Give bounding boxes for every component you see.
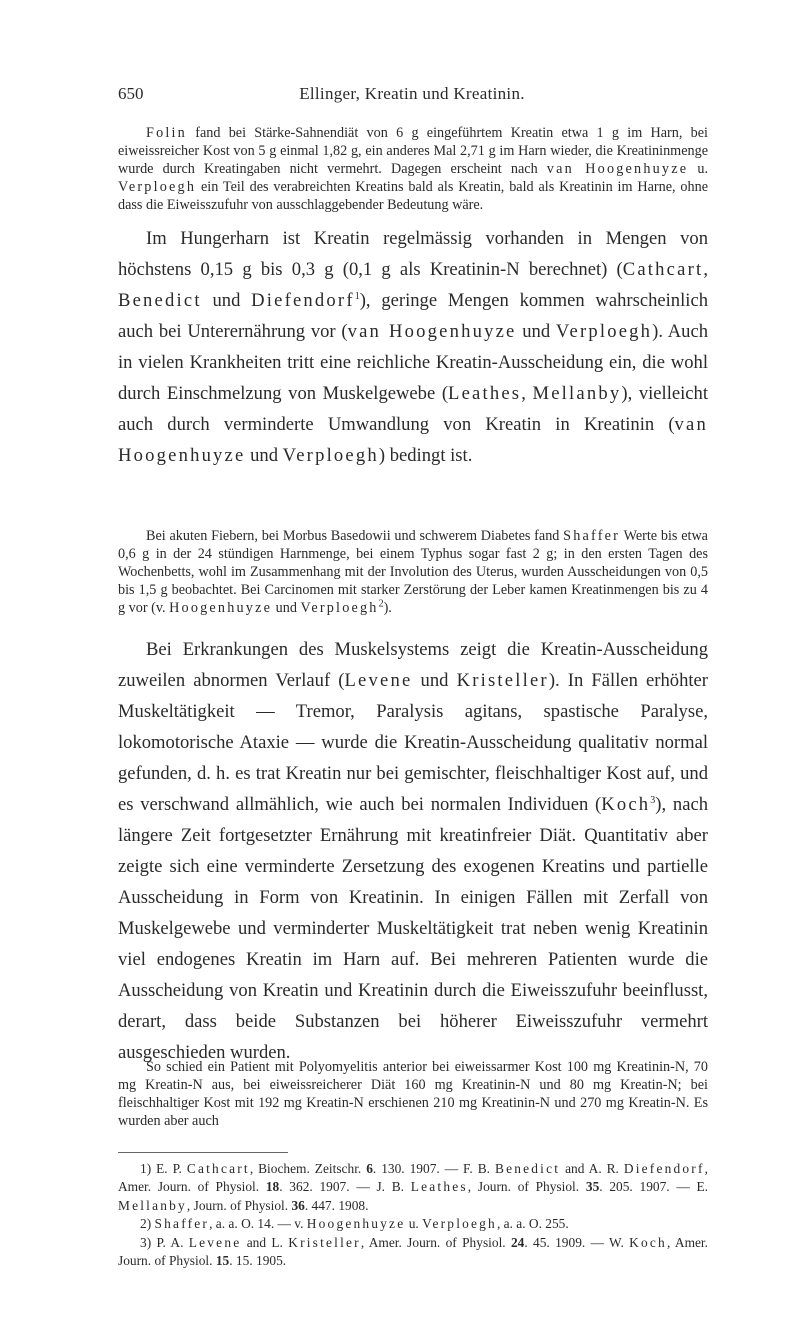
author-name: Mellanby: [532, 383, 622, 404]
author-name: van Hoogenhuyze: [118, 414, 708, 466]
running-title: Ellinger, Kreatin und Kreatinin.: [299, 84, 525, 103]
author-name: van Hoogenhuyze: [347, 321, 517, 342]
paragraph-fiebern: Bei akuten Fiebern, bei Morbus Basedowii und schwerem Diabetes fand Shaffer Werte bis etwa 0,6 g in der 24 stündigen Harnmenge, bei einem Typhus sogar fast 2 g; in den ersten Tagen des Wochenbetts, wohl im Zusammenhang mit der Involution des Uterus, wurden Ausscheidungen von 0,5 bis 1,5 g beobachtet. Bei Carcinomen mit starker Zerstörung der Leber kamen Kreatinmengen bis zu 4 g vor (v. Hoogenhuyze und Verploegh$^2$).: [118, 528, 708, 616]
author-name: van Hoogenhuyze: [546, 161, 689, 177]
author-name: Levene: [344, 670, 413, 691]
paragraph-hungerharn: Im Hungerharn ist Kreatin regelmässig vorhanden in Mengen von höchstens 0,15 g bis 0,3 g (0,1 g als Kreatinin-N berechnet) (Cathcart, Benedict und Diefendorf$^1$), geringe Mengen kommen wahrscheinlich auch bei Unterernährung vor (van Hoogenhuyze und Verploegh). Auch in vielen Krankheiten tritt eine reichliche Kreatin-Ausscheidung ein, die wohl durch Einschmelzung von Muskelgewebe (Leathes, Mellanby), vielleicht auch durch verminderte Umwandlung von Kreatin in Kreatinin (van Hoogenhuyze und Verploegh) bedingt ist.: [118, 228, 708, 466]
footnote-3: 3) P. A. Levene and L. Kristeller, Amer. Journ. of Physiol. 24. 45. 1909. — W. Koch, Amer. Journ. of Physiol. 15. 15. 1905.: [118, 1234, 708, 1269]
author-name: Shaffer: [563, 528, 621, 544]
author-name: Diefendorf: [251, 290, 355, 311]
author-name: Verploegh: [300, 600, 379, 616]
footnote-2: 2) Shaffer, a. a. O. 14. — v. Hoogenhuyze u. Verploegh, a. a. O. 255.: [140, 1216, 569, 1232]
author-name: Leathes: [448, 383, 522, 404]
paragraph-polyomyelitis: So schied ein Patient mit Polyomyelitis anterior bei eiweissarmer Kost 100 mg Kreatinin-N, 70 mg Kreatin-N aus, bei eiweissreicherer Diät 160 mg Kreatinin-N und 80 mg Kreatin-N; bei fleischhaltiger Kost mit 192 mg Kreatin-N erschienen 210 mg Kreatinin-N und 270 mg Kreatin-N. Es wurden aber auch: [118, 1059, 708, 1129]
footnote-rule: [118, 1152, 288, 1153]
author-name: Verploegh: [282, 445, 379, 466]
author-name: Folin: [146, 125, 187, 141]
author-name: Verploegh: [118, 179, 197, 195]
author-name: Verploegh: [555, 321, 653, 342]
author-name: Koch: [601, 794, 651, 815]
author-name: Cathcart: [622, 259, 704, 280]
running-header: [118, 84, 706, 108]
author-name: Kristeller: [456, 670, 549, 691]
author-name: Benedict: [118, 290, 202, 311]
paragraph-muskelsystem: Bei Erkrankungen des Muskelsystems zeigt die Kreatin-Ausscheidung zuweilen abnormen Verlauf (Levene und Kristeller). In Fällen erhöhter Muskeltätigkeit — Tremor, Paralysis agitans, spastische Paralyse, lokomotorische Ataxie — wurde die Kreatin-Ausscheidung qualitativ normal gefunden, d. h. es trat Kreatin nur bei gemischter, fleischhaltiger Kost auf, und es verschwand allmählich, wie auch bei normalen Individuen (Koch$^3$), nach längere Zeit fortgesetzter Ernährung mit kreatinfreier Diät. Quantitativ aber zeigte sich eine verminderte Zersetzung des exogenen Kreatins und partielle Ausscheidung in Form von Kreatinin. In einigen Fällen mit Zerfall von Muskelgewebe und verminderter Muskeltätigkeit trat neben wenig Kreatinin viel endogenes Kreatin im Harn auf. Bei mehreren Patienten wurde die Ausscheidung von Kreatin und Kreatinin durch die Eiweisszufuhr beeinflusst, derart, dass beide Substanzen bei höherer Eiweisszufuhr vermehrt ausgeschieden wurden.: [118, 639, 709, 1063]
footnote-1: 1) E. P. Cathcart, Biochem. Zeitschr. 6. 130. 1907. — F. B. Benedict and A. R. Diefendorf, Amer. Journ. of Physiol. 18. 362. 1907. — J. B. Leathes, Journ. of Physiol. 35. 205. 1907. — E. Mellanby, Journ. of Physiol. 36. 447. 1908.: [118, 1161, 709, 1213]
author-name: Hoogenhuyze: [169, 600, 273, 616]
page-number: 650: [118, 84, 144, 103]
footnote-ref: 2: [378, 598, 384, 610]
footnotes: [118, 1160, 708, 1270]
paragraph-folin: Folin fand bei Stärke-Sahnendiät von 6 g eingeführtem Kreatin etwa 1 g im Harn, bei eiweissreicher Kost von 5 g einmal 1,82 g, ein anderes Mal 2,71 g im Harn wieder, die Kreatininmenge wurde durch Kreatingaben nicht vermehrt. Dagegen erscheint nach van Hoogenhuyze u. Verploegh ein Teil des verabreichten Kreatins bald als Kreatin, bald als Kreatinin im Harne, ohne dass die Eiweisszufuhr von ausschlaggebender Bedeutung wäre.: [118, 125, 708, 213]
footnote-ref: 1: [354, 290, 360, 302]
footnote-ref: 3: [650, 794, 656, 806]
